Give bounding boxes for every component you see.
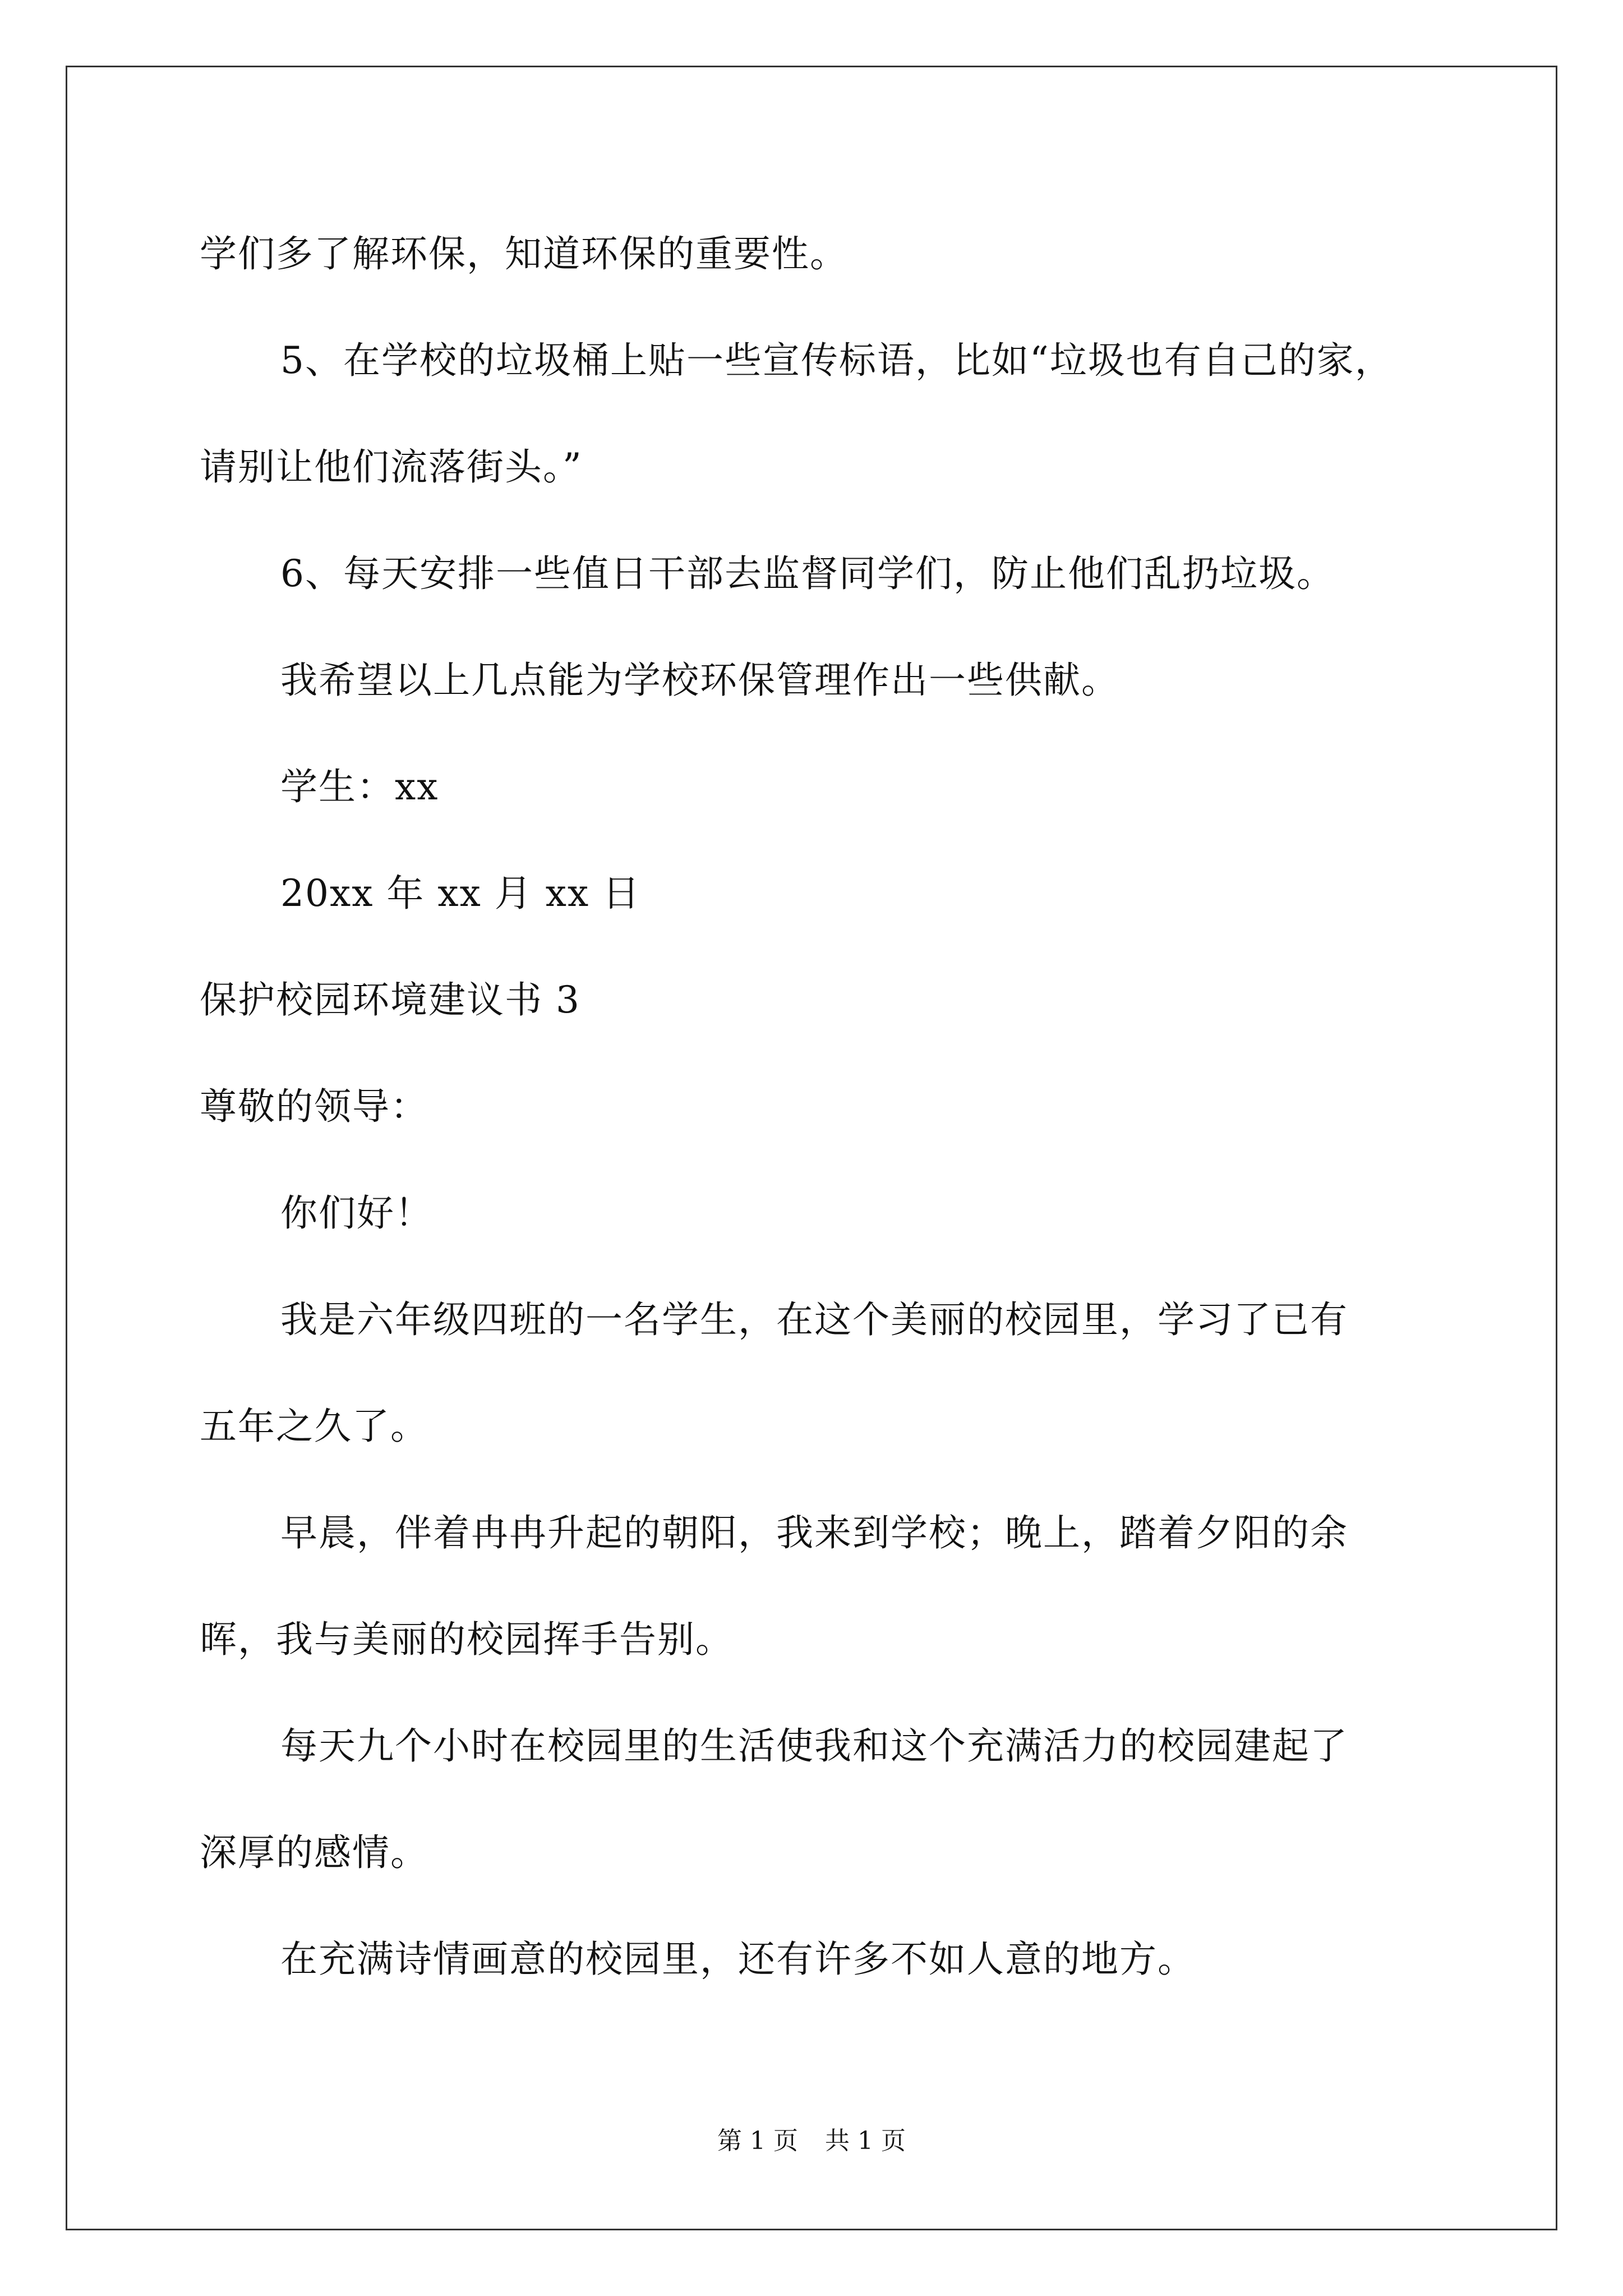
- text-line-13: 早晨，伴着冉冉升起的朝阳，我来到学校；晚上，踏着夕阳的余: [280, 1511, 1348, 1554]
- page-total-label: 共 1 页: [825, 2127, 906, 2155]
- page-footer: [0, 2129, 1623, 2154]
- text-line-3: 请别让他们流落街头。”: [200, 445, 583, 489]
- page-border: [66, 66, 1557, 2230]
- signature-date: 20xx 年 xx 月 xx 日: [280, 872, 641, 915]
- text-line-14: 晖，我与美丽的校园挥手告别。: [200, 1618, 734, 1661]
- text-line-15: 每天九个小时在校园里的生活使我和这个充满活力的校园建起了: [280, 1724, 1348, 1768]
- text-line-2: 5、在学校的垃圾桶上贴一些宣传标语，比如“垃圾也有自己的家，: [280, 339, 1393, 382]
- text-line-4: 6、每天安排一些值日干部去监督同学们，防止他们乱扔垃圾。: [280, 552, 1335, 595]
- text-line-17: 在充满诗情画意的校园里，还有许多不如人意的地方。: [280, 1938, 1196, 1981]
- salutation: 尊敬的领导：: [200, 1085, 428, 1128]
- section-title: 保护校园环境建议书 3: [200, 978, 580, 1022]
- text-line-16: 深厚的感情。: [200, 1831, 428, 1874]
- text-line-5: 我希望以上几点能为学校环保管理作出一些供献。: [280, 659, 1119, 702]
- text-line-12: 五年之久了。: [200, 1405, 428, 1448]
- text-line-11: 我是六年级四班的一名学生，在这个美丽的校园里，学习了已有: [280, 1298, 1348, 1341]
- page-current-label: 第 1 页: [717, 2127, 798, 2155]
- text-line-1: 学们多了解环保，知道环保的重要性。: [200, 232, 848, 275]
- signature-student: 学生：xx: [280, 765, 439, 808]
- greeting: 你们好！: [280, 1191, 433, 1235]
